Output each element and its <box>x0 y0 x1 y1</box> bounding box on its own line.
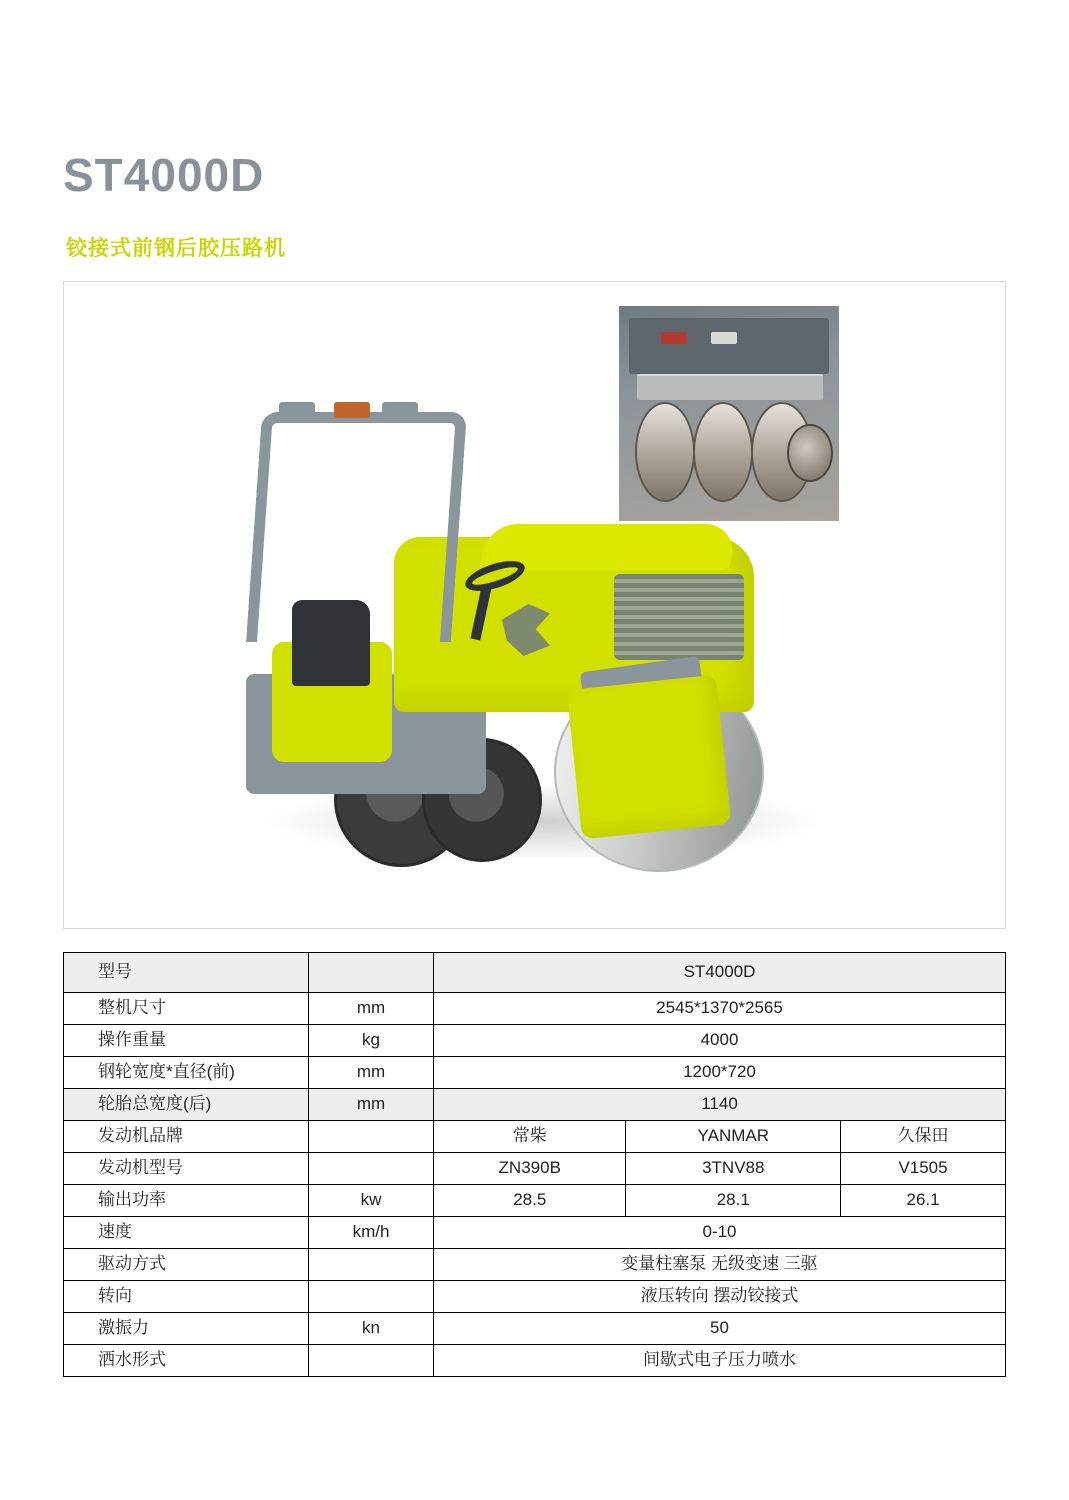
spec-label: 输出功率 <box>64 1185 309 1217</box>
spec-label: 钢轮宽度*直径(前) <box>64 1057 309 1089</box>
table-row <box>64 953 1006 993</box>
spec-unit: kn <box>309 1313 434 1345</box>
spec-value: ST4000D <box>434 953 1006 993</box>
inset-tail-light-icon <box>661 332 687 344</box>
spec-label: 发动机型号 <box>64 1153 309 1185</box>
inset-rubber-tire-1 <box>635 402 695 502</box>
spec-value: V1505 <box>841 1153 1006 1185</box>
spec-unit: mm <box>309 1089 434 1121</box>
inset-rubber-tire-2 <box>693 402 753 502</box>
spec-unit <box>309 1281 434 1313</box>
spec-value: 变量柱塞泵 无级变速 三驱 <box>434 1249 1006 1281</box>
spec-value: 1200*720 <box>434 1057 1006 1089</box>
spec-value: ZN390B <box>434 1153 626 1185</box>
spec-label: 型号 <box>64 953 309 993</box>
spec-label: 驱动方式 <box>64 1249 309 1281</box>
spec-label: 整机尺寸 <box>64 993 309 1025</box>
inset-detail-photo <box>619 306 839 521</box>
spec-value: 28.1 <box>626 1185 841 1217</box>
table-row <box>64 1025 1006 1057</box>
table-row <box>64 1281 1006 1313</box>
table-row <box>64 1121 1006 1153</box>
inset-reverse-light-icon <box>711 332 737 344</box>
rops-canopy-frame <box>246 412 467 642</box>
page-subtitle: 铰接式前钢后胶压路机 <box>66 237 286 260</box>
table-row <box>64 1217 1006 1249</box>
spec-value: 间歇式电子压力喷水 <box>434 1345 1006 1377</box>
spec-label: 激振力 <box>64 1313 309 1345</box>
product-photo-panel <box>63 281 1006 929</box>
table-row <box>64 1345 1006 1377</box>
drum-yoke <box>567 675 732 840</box>
spec-value: 28.5 <box>434 1185 626 1217</box>
spec-unit: kw <box>309 1185 434 1217</box>
table-row <box>64 1185 1006 1217</box>
table-row <box>64 993 1006 1025</box>
spec-unit <box>309 1121 434 1153</box>
spec-label: 转向 <box>64 1281 309 1313</box>
spec-unit <box>309 1249 434 1281</box>
spec-value: 液压转向 摆动铰接式 <box>434 1281 1006 1313</box>
spec-unit: kg <box>309 1025 434 1057</box>
spec-unit <box>309 1153 434 1185</box>
inset-scraper-plate <box>637 374 823 400</box>
spec-value: 久保田 <box>841 1121 1006 1153</box>
spec-value: 2545*1370*2565 <box>434 993 1006 1025</box>
spec-unit <box>309 1345 434 1377</box>
spec-label: 操作重量 <box>64 1025 309 1057</box>
beacon-lamp-icon <box>334 402 370 418</box>
table-row <box>64 1313 1006 1345</box>
inset-wheel-hub <box>787 424 833 482</box>
spec-label: 速度 <box>64 1217 309 1249</box>
spec-label: 洒水形式 <box>64 1345 309 1377</box>
specifications-table <box>63 952 1006 1377</box>
engine-grille <box>614 574 744 660</box>
spec-value: 26.1 <box>841 1185 1006 1217</box>
table-row <box>64 1153 1006 1185</box>
table-row <box>64 1249 1006 1281</box>
spec-unit: km/h <box>309 1217 434 1249</box>
spec-value: 0-10 <box>434 1217 1006 1249</box>
inset-rear-frame <box>629 318 829 374</box>
spec-label: 发动机品牌 <box>64 1121 309 1153</box>
work-lamp-icon <box>279 402 315 418</box>
spec-value: 1140 <box>434 1089 1006 1121</box>
table-row <box>64 1057 1006 1089</box>
spec-value: 3TNV88 <box>626 1153 841 1185</box>
spec-value: YANMAR <box>626 1121 841 1153</box>
specifications-table-body <box>64 953 1006 1377</box>
spec-value: 4000 <box>434 1025 1006 1057</box>
spec-unit <box>309 953 434 993</box>
spec-value: 常柴 <box>434 1121 626 1153</box>
spec-unit: mm <box>309 993 434 1025</box>
spec-unit: mm <box>309 1057 434 1089</box>
spec-label: 轮胎总宽度(后) <box>64 1089 309 1121</box>
page-title: ST4000D <box>63 149 265 201</box>
spec-value: 50 <box>434 1313 1006 1345</box>
work-lamp-right-icon <box>382 402 418 418</box>
table-row <box>64 1089 1006 1121</box>
